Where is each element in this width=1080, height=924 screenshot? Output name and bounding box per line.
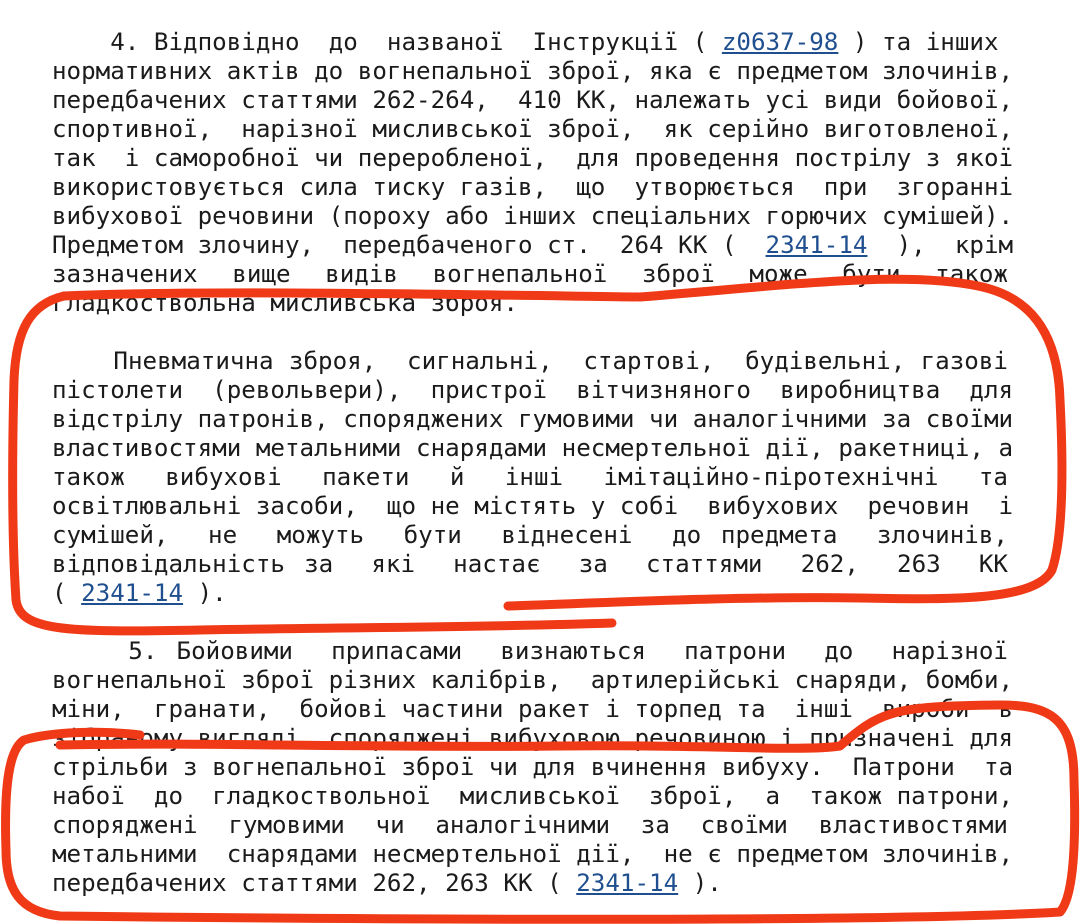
line-text: передбачених статтями 262, 263 КК (	[52, 869, 577, 897]
pneumatic-line-7: сумішей, не можуть бути віднесені до предмета злочинів,	[52, 521, 1008, 549]
p5-line-4: зібраному вигляді, споряджені вибуховою речовиною і призначені для	[52, 724, 1014, 752]
p4-line-2: нормативних актів до вогнепальної зброї, яка є предметом злочинів,	[52, 57, 1014, 85]
p5-line-7: споряджені гумовими чи аналогічними за своїми властивостями	[52, 811, 1008, 839]
pneumatic-line-8: відповідальність за які настає за статтями 262, 263 КК	[52, 550, 1008, 578]
p4-line-6: використовується сила тиску газів, що утворюється при згоранні	[52, 173, 1014, 201]
pneumatic-line-9	[52, 579, 227, 608]
pneumatic-line-3: відстрілу патронів, споряджених гумовими чи аналогічними за своїми	[52, 405, 1014, 433]
p4-line-8	[52, 231, 1013, 260]
pneumatic-line-4: властивостями метальними снарядами несмертельної дії, ракетниці, а	[52, 434, 1014, 462]
pneumatic-line-1: Пневматична зброя, сигнальні, стартові, будівельні, газові	[52, 347, 1008, 375]
p4-line-7: вибухової речовини (пороху або інших спеціальних горючих сумішей).	[52, 202, 1014, 230]
p5-line-6: набої до гладкоствольної мисливської зброї, а також патрони,	[52, 782, 1014, 810]
p4-line-1	[52, 28, 999, 57]
link-2341-14[interactable]: 2341-14	[576, 869, 679, 897]
link-2341-14[interactable]: 2341-14	[81, 579, 184, 607]
line-text: ) та інших	[838, 28, 999, 56]
link-2341-14[interactable]: 2341-14	[765, 231, 868, 259]
link-z0637-98[interactable]: z0637-98	[721, 28, 839, 56]
line-text: 4. Відповідно до названої Інструкції (	[52, 28, 722, 56]
p4-line-9: зазначених вище видів вогнепальної зброї може бути також	[52, 260, 1008, 288]
p5-line-1: 5. Бойовими припасами визнаються патрони до нарізної	[52, 637, 1008, 665]
p4-line-3: передбачених статтями 262-264, 410 КК, належать усі види бойової,	[52, 86, 1014, 114]
p4-line-4: спортивної, нарізної мисливської зброї, як серійно виготовленої,	[52, 115, 1014, 143]
p5-line-8: метальними снарядами несмертельної дії, не є предметом злочинів,	[52, 840, 1014, 868]
line-text: ).	[183, 579, 227, 607]
p5-line-5: стрільби з вогнепальної зброї чи для вчинення вибуху. Патрони та	[52, 753, 1014, 781]
line-text: Предметом злочину, передбаченого ст. 264 КК (	[52, 231, 766, 259]
line-text: (	[52, 579, 82, 607]
pneumatic-line-6: освітлювальні засоби, що не містять у собі вибухових речовин і	[52, 492, 1014, 520]
p5-line-2: вогнепальної зброї різних калібрів, артилерійські снаряди, бомби,	[52, 666, 1014, 694]
p4-line-10: гладкоствольна мисливська зброя.	[52, 289, 518, 317]
pneumatic-line-2: пістолети (револьвери), пристрої вітчизняного виробництва для	[52, 376, 1014, 404]
line-text: ).	[678, 869, 722, 897]
pneumatic-line-5: також вибухові пакети й інші імітаційно-піротехнічні та	[52, 463, 1008, 491]
p4-line-5: так і саморобної чи переробленої, для проведення пострілу з якої	[52, 144, 1014, 172]
p5-line-9	[52, 869, 722, 898]
p5-line-3: міни, гранати, бойові частини ракет і торпед та інші вироби в	[52, 695, 1014, 723]
line-text: ), крім	[867, 231, 1014, 259]
